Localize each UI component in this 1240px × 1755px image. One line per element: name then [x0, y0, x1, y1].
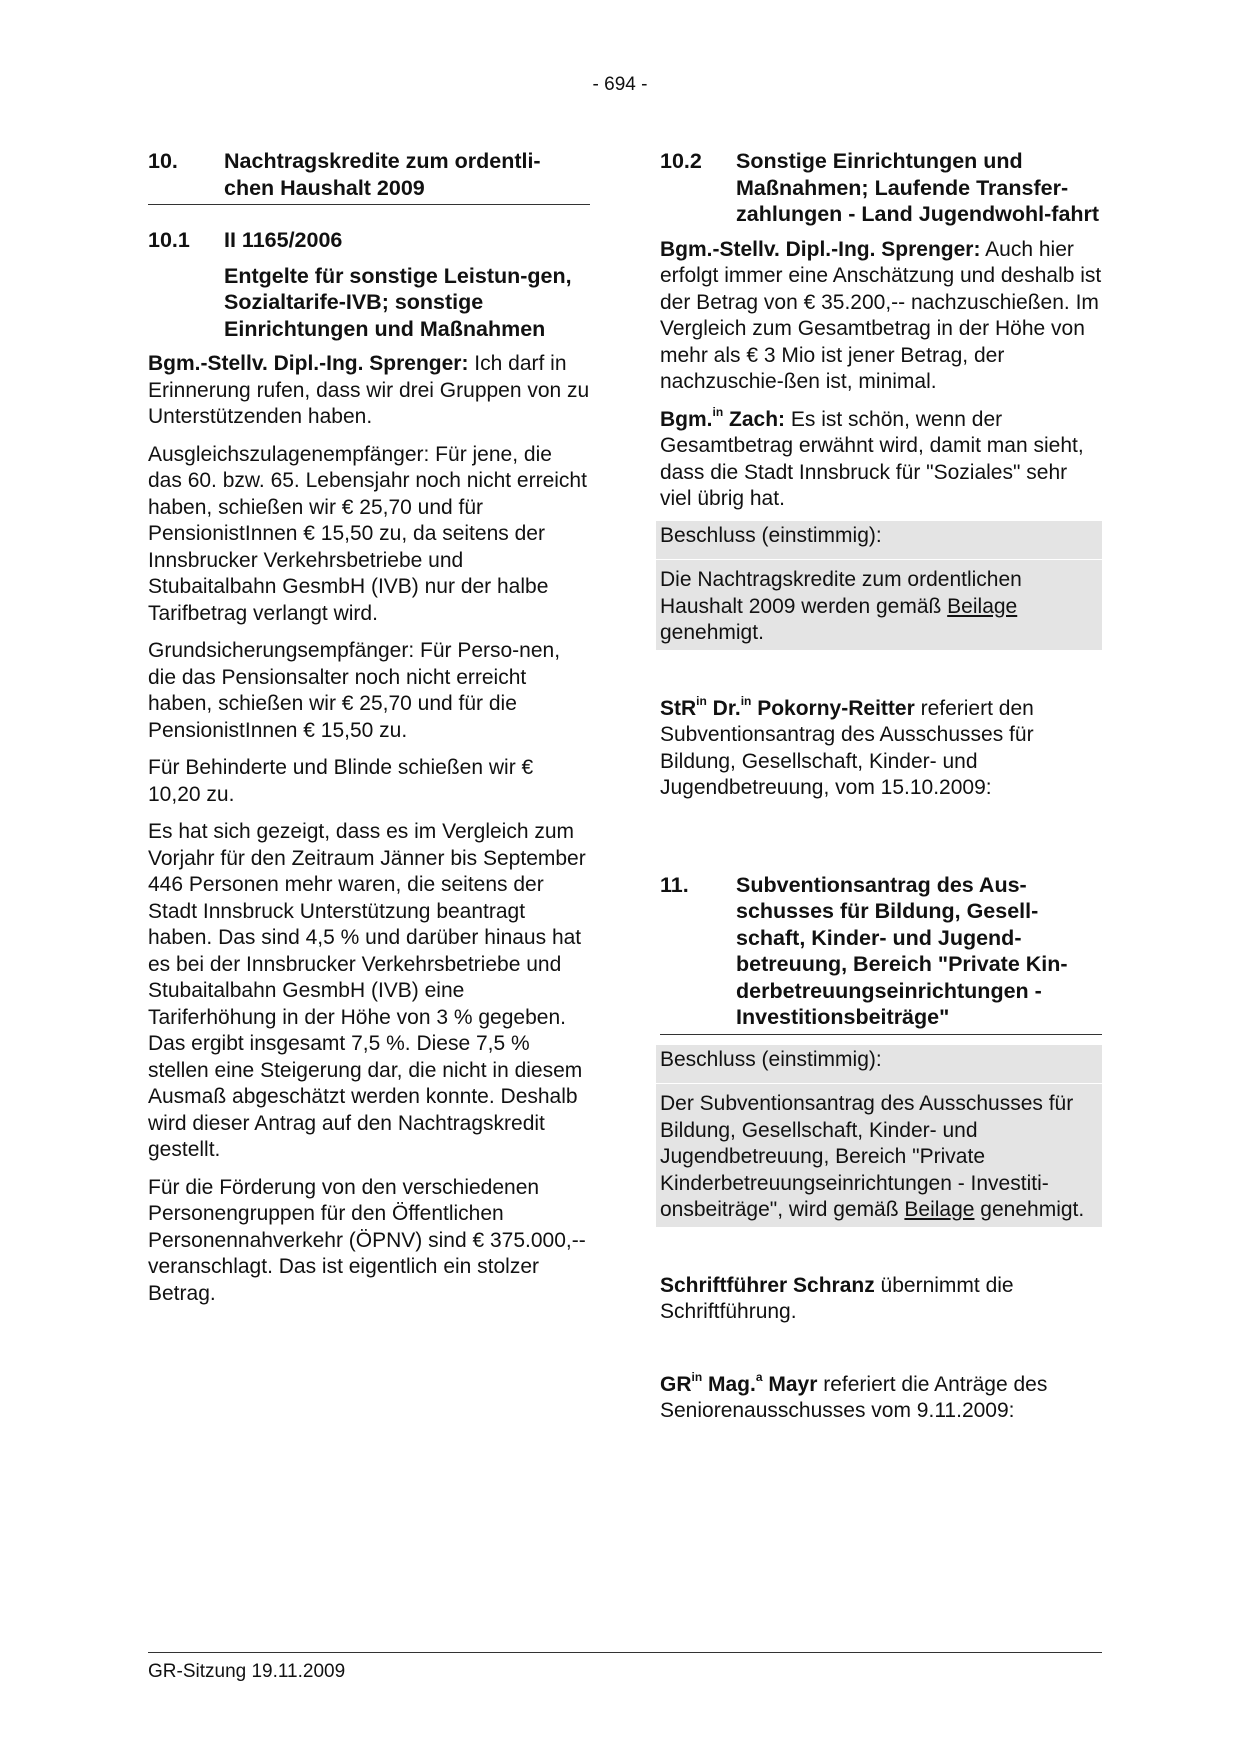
- speaker-name: Bgm.-Stellv. Dipl.-Ing. Sprenger:: [148, 352, 469, 375]
- resolution-text: Der Subventionsantrag des Ausschusses für Bildung, Gesellschaft, Kinder- und Jugendbetreuung, Bereich "Private Kinderbetreuungseinrichtungen - Investiti-onsbeiträge", wird gemäß Beilage genehmigt.: [660, 1092, 1085, 1221]
- speaker-name: Bgm.-Stellv. Dipl.-Ing. Sprenger:: [660, 237, 981, 261]
- section-10-2-heading: [660, 148, 1102, 228]
- attachment-link[interactable]: Beilage: [904, 1198, 975, 1221]
- paragraph: [660, 693, 1102, 802]
- speaker-name: $GR^{in}$ Mag.$^a$ Mayr: [660, 1369, 818, 1396]
- resolution-heading: Beschluss (einstimmig):: [656, 523, 1102, 561]
- section-subtitle: Entgelte für sonstige Leistun-gen, Sozialtarife-IVB; sonstige Einrichtungen und Maßnahmen: [224, 263, 572, 341]
- paragraph: [660, 237, 1102, 396]
- paragraph-text: Ich darf in Erinnerung rufen, dass wir drei Gruppen von zu Unterstützenden haben.: [148, 352, 590, 428]
- section-number: 10.1: [148, 228, 190, 252]
- paragraph: Es hat sich gezeigt, dass es im Vergleich zum Vorjahr für den Zeitraum Jänner bis September 446 Personen mehr waren, die seitens der Stadt Innsbruck Unterstützung beantragt haben. Das sind 4,5 % und darüber hinaus hat es bei der Innsbrucker Verkehrsbetriebe und Stubaitalbahn GesmbH (IVB) eine Tariferhöhung in der Höhe von 3 % gegeben. Das ergibt insgesamt 7,5 %. Diese 7,5 % stellen eine Steigerung dar, die nicht in diesem Ausmaß abgeschätzt werden konnte. Deshalb wird dieser Antrag auf den Nachtragskredit gestellt.: [148, 820, 586, 1161]
- section-number: 10.2: [660, 149, 702, 173]
- resolution-text: Die Nachtragskredite zum ordentlichen Haushalt 2009 werden gemäß Beilage genehmigt.: [660, 568, 1022, 644]
- speaker-name: StR$^{in}$ Dr.$^{in}$ Pokorny-Reitter: [660, 693, 915, 720]
- section-11-heading: [660, 872, 1102, 1035]
- paragraph: Für die Förderung von den verschiedenen Personengruppen für den Öffentlichen Personennahverkehr (ÖPNV) sind € 375.000,-- veranschlagt. Das ist eigentlich ein stolzer Betrag.: [148, 1175, 586, 1305]
- section-10-1-heading: [148, 227, 590, 254]
- attachment-link[interactable]: Beilage: [947, 594, 1018, 618]
- paragraph-text: Es ist schön, wenn der Gesamtbetrag erwähnt wird, damit man sieht, dass die Stadt Innsbruck für "Soziales" sehr viel übrig hat.: [660, 407, 1084, 510]
- section-title: Nachtragskredite zum ordentli-chen Haushalt 2009: [224, 149, 541, 200]
- paragraph: Ausgleichszulagenempfänger: Für jene, die das 60. bzw. 65. Lebensjahr noch nicht erreicht haben, schießen wir € 25,70 und für PensionistInnen € 15,50 zu, da seitens der Innsbrucker Verkehrsbetriebe und Stubaitalbahn GesmbH (IVB) nur der halbe Tarifbetrag verlangt wird.: [148, 442, 587, 625]
- section-10-heading: [148, 148, 590, 205]
- section-title: Sonstige Einrichtungen und Maßnahmen; Laufende Transfer-zahlungen - Land Jugendwohl-fahrt: [736, 149, 1100, 226]
- paragraph-text: Auch hier erfolgt immer eine Anschätzung und deshalb ist der Betrag von € 35.200,-- nachzuschießen. Im Vergleich zum Gesamtbetrag in der Höhe von mehr als € 3 Mio ist jener Betrag, der nachzuschie-ßen ist, minimal.: [660, 237, 1102, 393]
- paragraph-text: übernimmt die Schriftführung.: [660, 1273, 1014, 1323]
- section-number: 10.: [148, 149, 178, 173]
- right-column: [660, 148, 1102, 1425]
- resolution-box: [656, 521, 1102, 650]
- paragraph-text: referiert den Subventionsantrag des Ausschusses für Bildung, Gesellschaft, Kinder- und Jugendbetreuung, vom 15.10.2009:: [660, 696, 1034, 799]
- resolution-box: [656, 1045, 1102, 1227]
- paragraph: Grundsicherungsempfänger: Für Perso-nen, die das Pensionsalter noch nicht erreicht haben, schießen wir € 25,70 und für die PensionistInnen € 15,50 zu.: [148, 639, 561, 742]
- paragraph: [660, 404, 1102, 513]
- page-number: - 694 -: [592, 74, 648, 95]
- paragraph: Für Behinderte und Blinde schießen wir € 10,20 zu.: [148, 756, 534, 806]
- section-title: II 1165/2006: [224, 228, 343, 252]
- section-title: Subventionsantrag des Aus-schusses für Bildung, Gesell-schaft, Kinder- und Jugend-betreuung, Bereich "Private Kin-derbetreuungseinrichtungen - Investitionsbeiträge": [736, 872, 1068, 1029]
- paragraph-text: referiert die Anträge des Seniorenausschusses vom 9.11.2009:: [660, 1372, 1048, 1422]
- paragraph: [660, 1273, 1102, 1326]
- paragraph: [148, 351, 590, 431]
- resolution-heading: Beschluss (einstimmig):: [656, 1047, 1102, 1085]
- section-number: 11.: [660, 872, 689, 897]
- paragraph: [660, 1369, 1102, 1425]
- speaker-name: Bgm.$^{in}$ Zach:: [660, 404, 786, 431]
- left-column: [148, 148, 590, 1307]
- speaker-name: Schriftführer Schranz: [660, 1273, 875, 1297]
- footer: GR-Sitzung 19.11.2009: [148, 1652, 1102, 1683]
